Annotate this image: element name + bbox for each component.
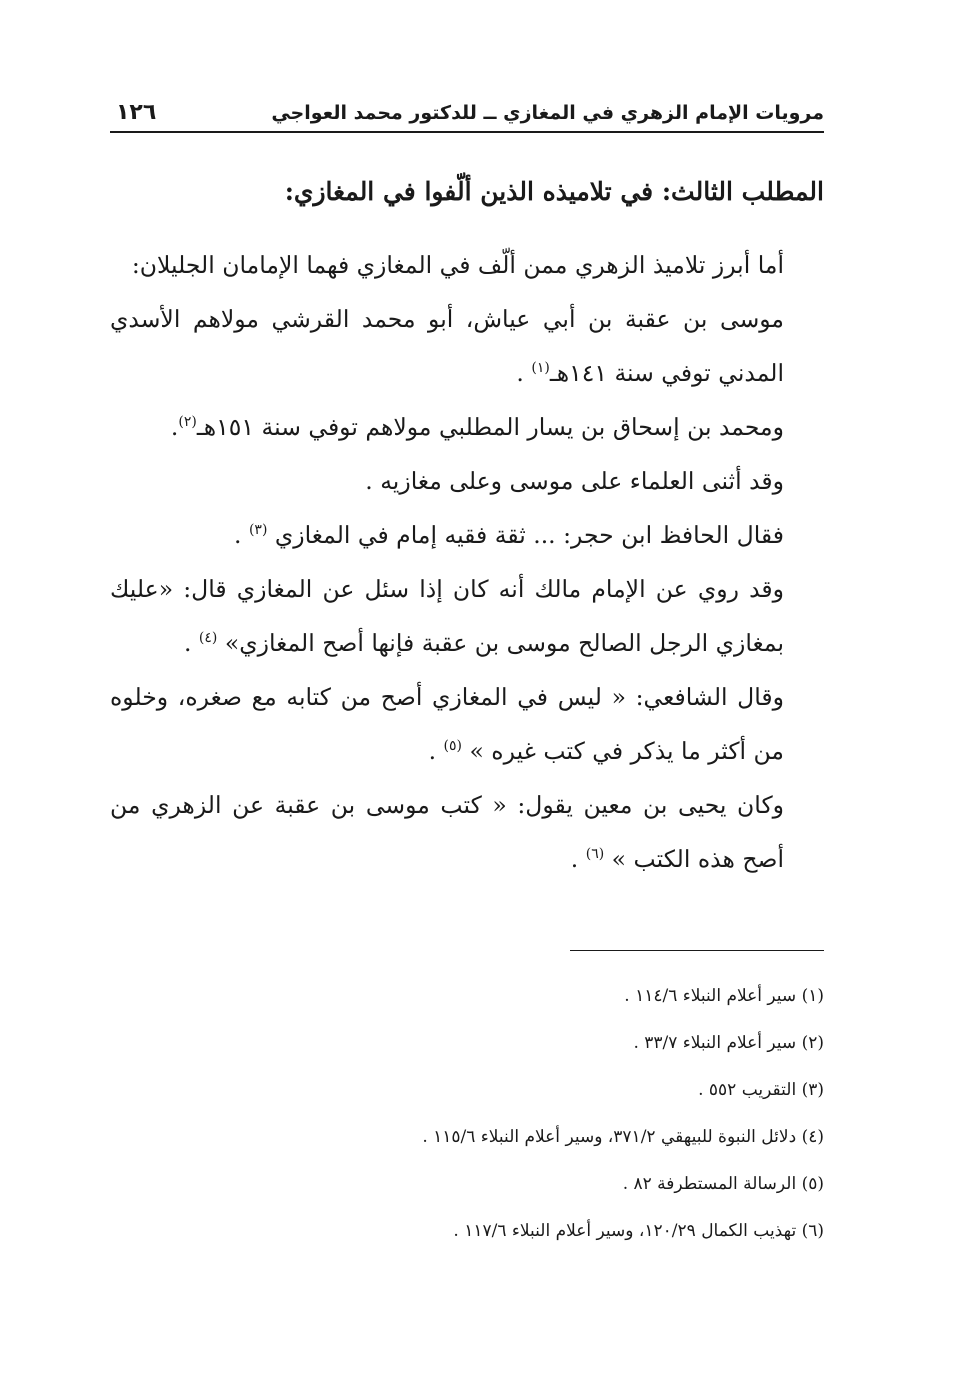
- paragraph-end: .: [516, 359, 532, 387]
- footnote-ref-2: (٢): [178, 414, 197, 431]
- page-number: ١٢٦: [116, 100, 157, 125]
- footnotes-list: [110, 973, 824, 1255]
- footnote-ref-1: (١): [531, 360, 550, 377]
- footnote-ref-3: (٣): [248, 522, 268, 539]
- paragraph-text: وقد روي عن الإمام مالك أنه كان إذا سئل عن المغازي قال: «عليك بمغازي الرجل الصالح موسى بن عقبة فإنها أصح المغازي»: [110, 575, 784, 657]
- paragraph-end: .: [234, 521, 249, 549]
- running-header: [110, 100, 824, 134]
- paragraph-shafii: [110, 670, 824, 778]
- paragraph-praise: وقد أثنى العلماء على موسى وعلى مغازيه .: [365, 467, 784, 495]
- footnote-ref-5: (٥): [443, 738, 462, 755]
- paragraph-musa-ibn-uqba: [110, 292, 824, 400]
- body-text: [110, 172, 824, 886]
- paragraph-end: .: [170, 413, 179, 441]
- paragraph-malik: [110, 562, 824, 670]
- paragraph-text: وقال الشافعي: « ليس في المغازي أصح من كتابه مع صغره، وخلوه من أكثر ما يذكر في كتب غيره »: [110, 683, 784, 765]
- paragraph-ibn-ishaq: [110, 400, 824, 454]
- footnote-ref-4: (٤): [198, 630, 218, 647]
- running-title: مرويات الإمام الزهري في المغازي ــ للدكتور محمد العواجي: [271, 102, 824, 124]
- paragraph-text: وكان يحيى بن معين يقول: « كتب موسى بن عقبة عن الزهري من أصح هذه الكتب »: [110, 791, 784, 873]
- paragraph-text: ومحمد بن إسحاق بن يسار المطلبي مولاهم توفي سنة ١٥١هـ: [196, 413, 784, 441]
- footnote-item: (٥) الرسالة المستطرفة ٨٢ .: [622, 1174, 824, 1194]
- header-rule: [110, 131, 824, 133]
- footnote-item: (٤) دلائل النبوة للبيهقي ٣٧١/٢، وسير أعلام النبلاء ١١٥/٦ .: [422, 1127, 824, 1147]
- paragraph-end: .: [570, 845, 586, 873]
- footnote-item: (٢) سير أعلام النبلاء ٣٣/٧ .: [633, 1033, 824, 1053]
- footnote-item: (٣) التقريب ٥٥٢ .: [698, 1080, 824, 1100]
- paragraph-end: .: [183, 629, 199, 657]
- paragraph-yahya-ibn-main: [110, 778, 824, 886]
- paragraph-text: موسى بن عقبة بن أبي عياش، أبو محمد القرشي مولاهم الأسدي المدني توفي سنة ١٤١هـ: [110, 305, 784, 387]
- footnote-separator: [570, 950, 824, 951]
- footnote-item: (٦) تهذيب الكمال ١٢٠/٢٩، وسير أعلام النبلاء ١١٧/٦ .: [453, 1221, 824, 1241]
- section-heading: المطلب الثالث: في تلاميذه الذين ألّفوا في المغازي:: [284, 177, 824, 206]
- footnote-item: (١) سير أعلام النبلاء ١١٤/٦ .: [624, 986, 824, 1006]
- paragraph-ibn-hajar: [110, 508, 824, 562]
- footnote-ref-6: (٦): [585, 846, 605, 863]
- paragraph-end: .: [428, 737, 444, 765]
- paragraph-text: فقال الحافظ ابن حجر: ... ثقة فقيه إمام في المغازي: [267, 521, 784, 549]
- paragraph-intro: أما أبرز تلاميذ الزهري ممن ألّف في المغازي فهما الإمامان الجليلان:: [131, 251, 784, 279]
